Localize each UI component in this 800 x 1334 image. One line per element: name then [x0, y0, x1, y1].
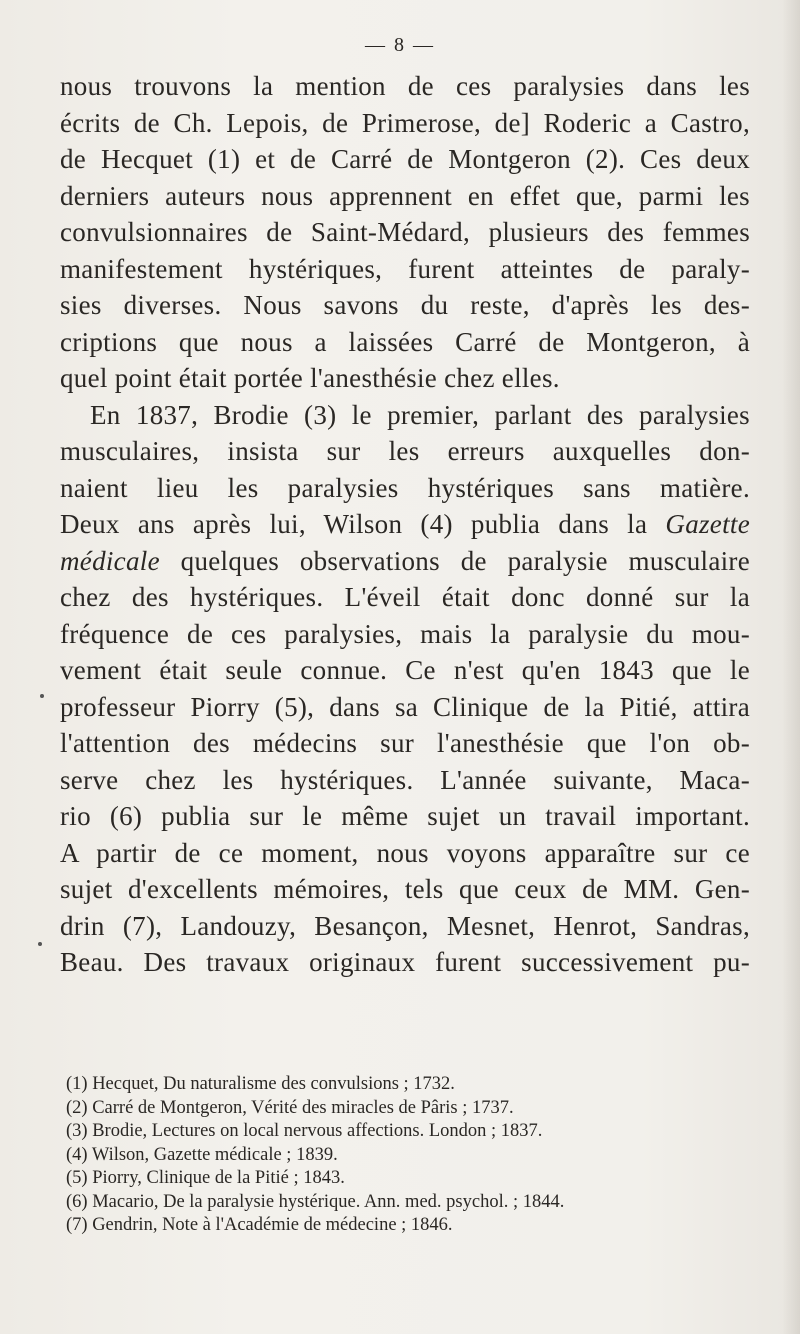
text-line: naient lieu les paralysies hystériques sans matière. — [60, 472, 750, 503]
text-line: En 1837, Brodie (3) le premier, parlant des paralysies — [90, 399, 750, 430]
text-line: professeur Piorry (5), dans sa Clinique de la Pitié, attira — [60, 691, 750, 722]
margin-speck — [40, 694, 44, 698]
text-line: l'attention des médecins sur l'anesthésie que l'on ob- — [60, 728, 750, 758]
text-line: sies diverses. Nous savons du reste, d'après les des- — [60, 290, 750, 320]
text-line: manifestement hystériques, furent atteintes de paraly- — [60, 253, 750, 284]
text-line: convulsionnaires de Saint-Médard, plusieurs des femmes — [60, 217, 750, 247]
footnote: (5) Piorry, Clinique de la Pitié ; 1843. — [66, 1168, 345, 1188]
text-line: serve chez les hystériques. L'année suivante, Maca- — [60, 764, 750, 795]
text-line: nous trouvons la mention de ces paralysies dans les — [60, 71, 750, 101]
footnote: (1) Hecquet, Du naturalisme des convulsions ; 1732. — [66, 1074, 455, 1094]
text-line-part: Deux ans après lui, Wilson (4) publia dans la — [60, 509, 648, 539]
text-line-medicale — [60, 543, 750, 580]
text-line: A partir de ce moment, nous voyons apparaître sur ce — [60, 837, 750, 868]
footnote: (7) Gendrin, Note à l'Académie de médecine ; 1846. — [66, 1215, 453, 1235]
text-line: Beau. Des travaux originaux furent successivement pu- — [60, 947, 750, 977]
footnote: (6) Macario, De la paralysie hystérique. Ann. med. psychol. ; 1844. — [66, 1191, 565, 1212]
page-edge-shadow — [782, 0, 800, 1334]
text-line: quel point était portée l'anesthésie chez elles. — [60, 363, 560, 393]
body-text — [60, 68, 750, 981]
text-line: chez des hystériques. L'éveil était donc donné sur la — [60, 582, 750, 612]
text-line: vement était seule connue. Ce n'est qu'en 1843 que le — [60, 655, 750, 685]
text-line: fréquence de ces paralysies, mais la paralysie du mou- — [60, 618, 750, 649]
text-line: sujet d'excellents mémoires, tels que ceux de MM. Gen- — [60, 874, 750, 904]
text-line: derniers auteurs nous apprennent en effet que, parmi les — [60, 180, 750, 211]
footnote: (4) Wilson, Gazette médicale ; 1839. — [66, 1144, 338, 1165]
text-line-gazette — [60, 506, 750, 543]
footnote: (3) Brodie, Lectures on local nervous affections. London ; 1837. — [66, 1121, 543, 1141]
footnote: (2) Carré de Montgeron, Vérité des miracles de Pâris ; 1737. — [66, 1097, 514, 1118]
italic-medicale: médicale — [60, 545, 160, 576]
text-line: écrits de Ch. Lepois, de Primerose, de] Roderic a Castro, — [60, 107, 750, 138]
text-line: de Hecquet (1) et de Carré de Montgeron (2). Ces deux — [60, 144, 750, 174]
text-line: rio (6) publia sur le même sujet un travail important. — [60, 801, 750, 831]
text-line: musculaires, insista sur les erreurs auxquelles don- — [60, 436, 750, 466]
text-line: criptions que nous a laissées Carré de Montgeron, à — [60, 326, 750, 357]
margin-speck — [38, 942, 42, 946]
text-line: drin (7), Landouzy, Besançon, Mesnet, Henrot, Sandras, — [60, 910, 750, 941]
text-line-part: quelques observations de paralysie musculaire — [180, 545, 750, 576]
page-number: — 8 — — [365, 34, 435, 56]
footnotes — [66, 1073, 756, 1238]
italic-gazette: Gazette — [665, 509, 750, 539]
